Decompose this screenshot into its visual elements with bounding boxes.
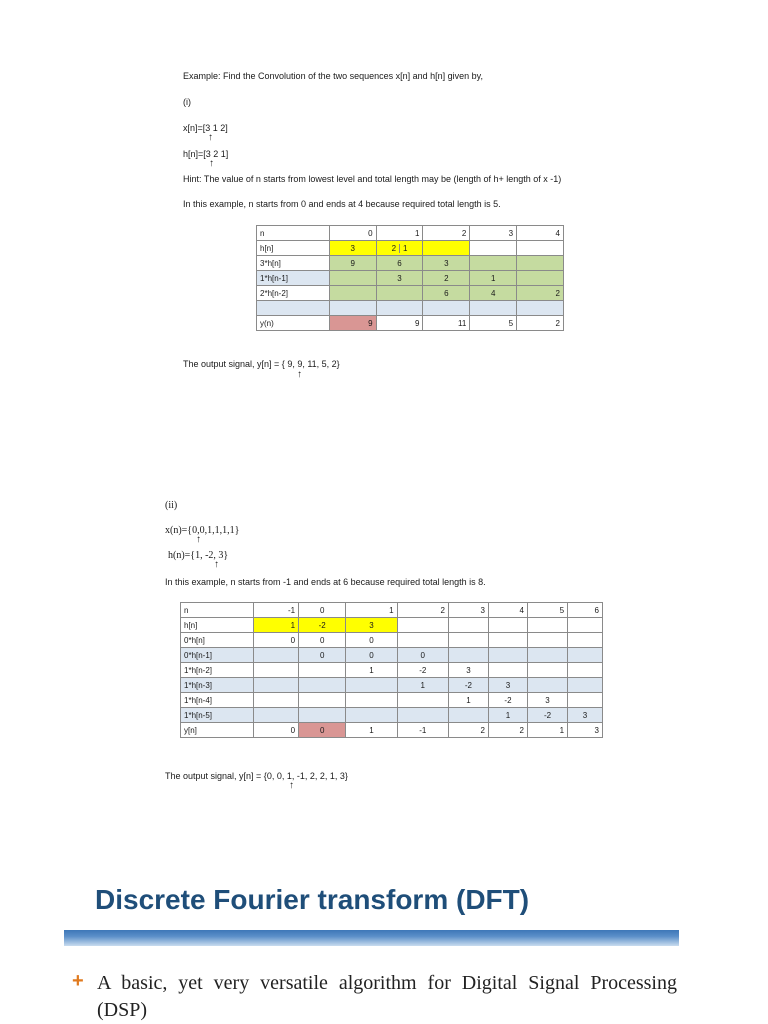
part-label-i: (i) [183, 97, 191, 107]
origin-arrow-icon: ↑ [209, 158, 214, 169]
range-note: In this example, n starts from 0 and ends at 4 because required total length is 5. [183, 199, 501, 209]
table-row: 0*h[n] 0 0 0 [181, 633, 603, 648]
title-divider-bar [64, 930, 679, 946]
table-row: 3*h[n] 9 6 3 [257, 256, 564, 271]
convolution-table-2 [180, 602, 603, 738]
range-note: In this example, n starts from -1 and ends at 6 because required total length is 8. [165, 577, 486, 587]
table-row: 1*h[n-1] 3 2 1 [257, 271, 564, 286]
table-output-row: y[n] 0 0 1 -1 2 2 1 3 [181, 723, 603, 738]
x-sequence-definition: x(n)={0,0,1,1,1,1} [165, 525, 240, 536]
table-header-row: n -1 0 1 2 3 4 5 6 [181, 603, 603, 618]
origin-arrow-icon: ↑ [297, 369, 302, 380]
plus-bullet-icon: + [72, 970, 84, 992]
bullet-text: A basic, yet very versatile algorithm for Digital Signal Processing (DSP) [97, 972, 677, 1021]
origin-arrow-icon: ↑ [289, 780, 294, 791]
table-row: 1*h[n-3] 1 -2 3 [181, 678, 603, 693]
part-label-ii: (ii) [165, 500, 178, 511]
table-header-row: n 0 1 2 3 4 [257, 226, 564, 241]
h-sequence-definition: h[n]=[3 2 1] [183, 149, 229, 159]
table-row: 1*h[n-4] 1 -2 3 [181, 693, 603, 708]
table-row: h[n] 3 2 1 [257, 241, 564, 256]
output-signal-1: The output signal, y[n] = { 9, 9, 11, 5, 2} [183, 359, 340, 369]
convolution-table-1 [256, 225, 564, 331]
output-signal-2: The output signal, y[n] = {0, 0, 1, -1, 2, 2, 1, 3} [165, 771, 348, 781]
table-row: 2*h[n-2] 6 4 2 [257, 286, 564, 301]
table-row: h[n] 1 -2 3 [181, 618, 603, 633]
table-row: 1*h[n-2] 1 -2 3 [181, 663, 603, 678]
x-sequence-definition: x[n]=[3 1 2] [183, 123, 228, 133]
table-spacer-row [257, 301, 564, 316]
origin-arrow-icon: ↑ [214, 559, 219, 570]
slide-title: Discrete Fourier transform (DFT) [95, 884, 530, 915]
table-output-row: y(n) 9 9 11 5 2 [257, 316, 564, 331]
origin-arrow-icon: ↑ [196, 534, 201, 545]
origin-arrow-icon: ↑ [208, 132, 213, 143]
bullet-point [72, 970, 677, 1024]
hint-text: Hint: The value of n starts from lowest level and total length may be (length of h+ length of x -1) [183, 174, 562, 184]
example-heading: Example: Find the Convolution of the two sequences x[n] and h[n] given by, [183, 71, 484, 81]
h-sequence-definition: h(n)={1, -2, 3} [168, 550, 229, 561]
table-row: 0*h[n-1] 0 0 0 [181, 648, 603, 663]
table-row: 1*h[n-5] 1 -2 3 [181, 708, 603, 723]
